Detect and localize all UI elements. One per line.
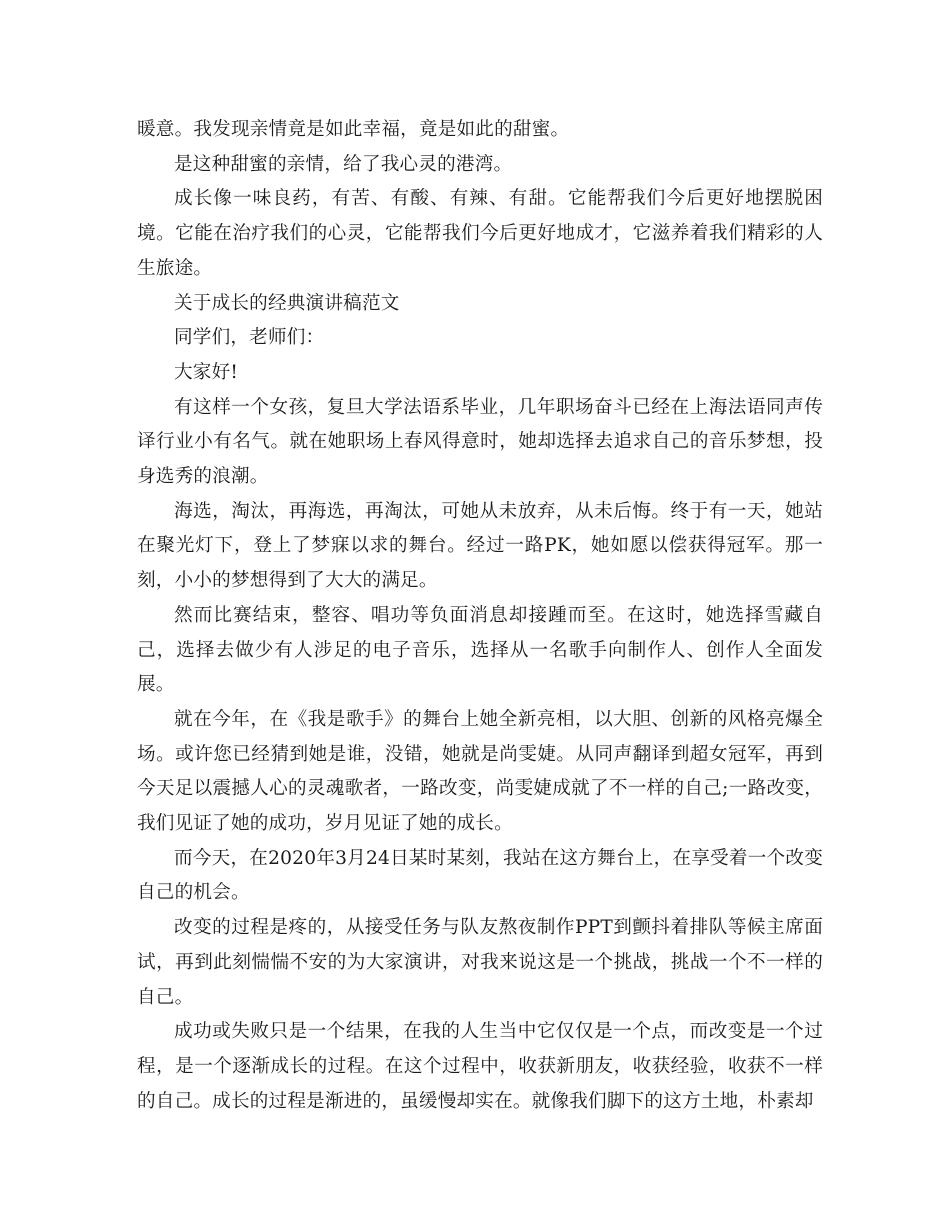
paragraph: 暖意。我发现亲情竟是如此幸福，竟是如此的甜蜜。: [137, 119, 570, 140]
paragraph: 然而比赛结束，整容、唱功等负面消息却接踵而至。在这时，她选择雪藏自己，选择去做少有人涉足的电子音乐，选择从一名歌手向制作人、创作人全面发展。: [137, 604, 823, 696]
section-title: 关于成长的经典演讲稿范文: [174, 292, 400, 314]
paragraph: 海选，淘汰，再海选，再淘汰，可她从未放弃，从未后悔。终于有一天，她站在聚光灯下，登上了梦寐以求的舞台。经过一路PK，她如愿以偿获得冠军。那一刻，小小的梦想得到了大大的满足。: [137, 500, 823, 592]
greeting: 大家好!: [174, 361, 239, 383]
salutation: 同学们，老师们：: [174, 327, 325, 349]
paragraph: 就在今年，在《我是歌手》的舞台上她全新亮相，以大胆、创新的风格亮爆全场。或许您已经猜到她是谁，没错，她就是尚雯婕。从同声翻译到超女冠军，再到今天足以震撼人心的灵魂歌者，一路改变，尚雯婕成就了不一样的自己;一路改变，我们见证了她的成功，岁月见证了她的成长。: [137, 708, 823, 835]
paragraph: 成功或失败只是一个结果，在我的人生当中它仅仅是一个点，而改变是一个过程，是一个逐渐成长的过程。在这个过程中，收获新朋友，收获经验，收获不一样的自己。成长的过程是渐进的，虽缓慢却实在。就像我们脚下的这方土地，朴素却: [137, 1021, 823, 1112]
paragraph: 有这样一个女孩，复旦大学法语系毕业，几年职场奋斗已经在上海法语同声传译行业小有名气。就在她职场上春风得意时，她却选择去追求自己的音乐梦想，投身选秀的浪潮。: [137, 396, 823, 488]
paragraph: 成长像一味良药，有苦、有酸、有辣、有甜。它能帮我们今后更好地摆脱困境。它能在治疗我们的心灵，它能帮我们今后更好地成才，它滋养着我们精彩的人生旅途。: [137, 188, 823, 279]
paragraph: 是这种甜蜜的亲情，给了我心灵的港湾。: [174, 153, 513, 175]
document-body: [137, 113, 823, 1119]
paragraph: 改变的过程是疼的，从接受任务与队友熬夜制作PPT到颤抖着排队等候主席面试，再到此刻惴惴不安的为大家演讲，对我来说这是一个挑战，挑战一个不一样的自己。: [137, 917, 823, 1008]
paragraph: 而今天，在2020年3月24日某时某刻，我站在这方舞台上，在享受着一个改变自己的机会。: [137, 847, 823, 904]
